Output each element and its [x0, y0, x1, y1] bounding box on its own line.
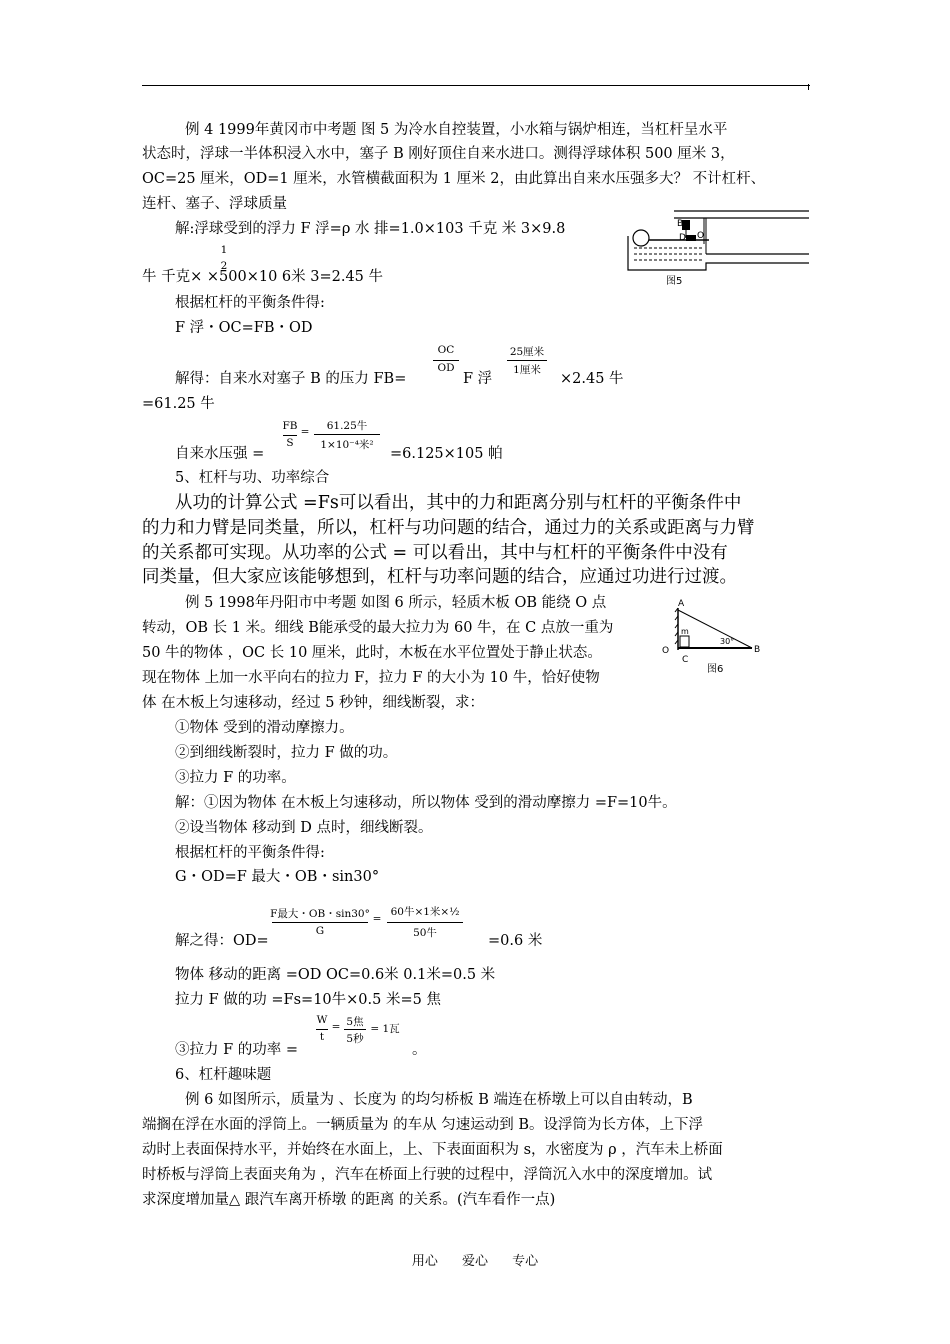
- fig6-letter-o: O: [662, 646, 670, 656]
- pw-num-1: W: [316, 1014, 328, 1026]
- frac-s: S: [286, 437, 294, 449]
- pressure-value: =6.125×105 帕: [390, 446, 503, 462]
- section-6-title: 6、杠杆趣味题: [175, 1067, 272, 1083]
- fig6-letter-b: B: [754, 645, 761, 655]
- od-solve-label: 解之得：OD=: [175, 933, 269, 949]
- fig5-letter-o: O: [697, 231, 705, 241]
- section-5-title: 5、杠杆与功、功率综合: [175, 470, 330, 486]
- ex5-solution-1: 解：①因为物体 在木板上匀速移动，所以物体 受到的滑动摩擦力 =F=10牛。: [175, 795, 677, 811]
- sec5-para-3: 的关系都可实现。从功率的公式 = 可以看出，其中与杠杆的平衡条件中没有: [142, 543, 728, 563]
- frac-6125: 61.25牛: [326, 420, 368, 432]
- frac-bar-8: [344, 1029, 366, 1030]
- power-end: 。: [412, 1042, 427, 1058]
- ex5-question-1: ①物体 受到的滑动摩擦力。: [175, 720, 354, 736]
- figure-6-diagram: [660, 598, 770, 678]
- frac-oc: OC: [437, 344, 455, 356]
- ex4-line-4: 连杆、塞子、浮球质量: [142, 196, 287, 212]
- equals-sign: =: [300, 426, 310, 438]
- fig6-letter-c: C: [682, 655, 689, 665]
- sec5-para-4: 同类量，但大家应该能够想到，杠杆与功率问题的结合，应通过功进行过渡。: [142, 567, 737, 587]
- ex5-line-1: 例 5 1998年丹阳市中考题 如图 6 所示，轻质木板 OB 能绕 O 点: [185, 595, 607, 611]
- ex4-solution-1: 解:浮球受到的浮力 F 浮=ρ 水 排=1.0×103 千克 米 3×9.8: [175, 221, 566, 237]
- stopper-b: [682, 220, 690, 230]
- fig5-letter-d: D: [679, 233, 686, 243]
- pw-den-2: 5秒: [346, 1033, 364, 1045]
- od-value: =0.6 米: [488, 933, 543, 949]
- header-rule: [142, 85, 810, 86]
- header-rule-tick: [808, 84, 809, 90]
- od-num-1: F最大・OB・sin30°: [270, 908, 370, 920]
- ex5-line-2: 转动，OB 长 1 米。细线 B能承受的最大拉力为 60 牛，在 C 点放一重为: [142, 620, 614, 636]
- frac-25cm: 25厘米: [509, 346, 545, 358]
- frac-od: OD: [437, 362, 455, 374]
- float-ball: [633, 230, 649, 246]
- ex4-line-3: OC=25 厘米，OD=1 厘米，水管横截面积为 1 厘米 2，由此算出自来水压强多大？ 不计杠杆、: [142, 171, 766, 187]
- ex5-line-5: 体 在木板上匀速移动，经过 5 秒钟，细线断裂，求：: [142, 695, 485, 711]
- half-numerator: 1: [220, 244, 228, 256]
- pressure-label: 自来水压强 =: [175, 446, 265, 462]
- sec5-para-2: 的力和力臂是同类量，所以，杠杆与功问题的结合，通过力的关系或距离与力臂: [142, 518, 755, 538]
- object-m: [680, 636, 689, 647]
- figure-5-diagram: [624, 208, 810, 290]
- ex6-line-2: 端搁在浮在水面的浮筒上。一辆质量为 的车从 匀速运动到 B。设浮筒为长方体，上下浮: [142, 1117, 703, 1133]
- fig6-label: 图6: [707, 664, 724, 675]
- frac-bar-6: [387, 922, 463, 923]
- pw-den-1: t: [319, 1031, 325, 1043]
- ex5-solution-4: G・OD=F 最大・OB・sin30°: [175, 869, 380, 885]
- ex5-work: 拉力 F 做的功 =Fs=10牛×0.5 米=5 焦: [175, 992, 441, 1008]
- ex4-equation: F 浮・OC=FB・OD: [175, 320, 313, 336]
- ex4-line-1: 例 4 1999年黄冈市中考题 图 5 为冷水自控装置，小水箱与锅炉相连，当杠杆呈水平: [185, 122, 728, 138]
- frac-bar-2: [507, 360, 547, 361]
- fig6-angle: 30°: [720, 637, 735, 646]
- ex4-line-2: 状态时，浮球一半体积浸入水中，塞子 B 刚好顶住自来水进口。测得浮球体积 500 厘米 3，: [142, 146, 735, 162]
- frac-bar-4: [314, 434, 380, 435]
- ex6-line-4: 时桥板与浮筒上表面夹角为 ，汽车在桥面上行驶的过程中，浮筒沉入水中的深度增加。试: [142, 1167, 713, 1183]
- ex5-solution-2: ②设当物体 移动到 D 点时，细线断裂。: [175, 820, 433, 836]
- fig6-letter-a: A: [678, 599, 685, 609]
- ex4-solution-2: 牛 千克× ×500×10 6米 3=2.45 牛: [142, 269, 384, 285]
- od-num-2: 60牛×1米×½: [390, 906, 460, 918]
- pw-value: = 1瓦: [370, 1023, 400, 1035]
- ex4-solve-prefix: 解得：自来水对塞子 B 的压力 FB=: [175, 371, 407, 387]
- fig6-letter-m: m: [681, 627, 689, 636]
- ex6-line-1: 例 6 如图所示，质量为 、长度为 的均匀桥板 B 端连在桥墩上可以自由转动，B: [185, 1092, 693, 1108]
- ex5-line-4: 现在物体 上加一水平向右的拉力 F，拉力 F 的大小为 10 牛，恰好使物: [142, 670, 600, 686]
- fig5-label: 图5: [666, 276, 683, 287]
- sec5-para-1: 从功的计算公式 =Fs可以看出，其中的力和距离分别与杠杆的平衡条件中: [175, 493, 742, 513]
- frac-bar-3: [283, 435, 297, 436]
- ex4-result: =61.25 牛: [142, 396, 215, 412]
- power-label: ③拉力 F 的功率 =: [175, 1042, 299, 1058]
- pw-num-2: 5焦: [346, 1016, 364, 1028]
- half-denominator: 2: [220, 260, 228, 272]
- ex6-line-5: 求深度增加量△ 跟汽车离开桥墩 的距离 的关系。(汽车看作一点): [142, 1192, 556, 1208]
- frac-fb: FB: [282, 420, 298, 432]
- ex5-question-2: ②到细线断裂时，拉力 F 做的功。: [175, 745, 398, 761]
- ex5-question-3: ③拉力 F 的功率。: [175, 770, 296, 786]
- ex6-line-3: 动时上表面保持水平，并始终在水面上，上、下表面面积为 s，水密度为 ρ ，汽车未上桥面: [142, 1142, 723, 1158]
- equals-sign-3: =: [331, 1021, 341, 1033]
- od-den-2: 50牛: [413, 927, 437, 939]
- ex5-line-3: 50 牛的物体 ，OC 长 10 厘米，此时，木板在水平位置处于静止状态。: [142, 645, 602, 661]
- equals-sign-2: =: [372, 913, 382, 925]
- od-den-1: G: [315, 925, 325, 937]
- frac-bar-7: [316, 1029, 328, 1030]
- page-footer: 用心 爱心 专心: [411, 1254, 539, 1269]
- fig5-letter-b: B: [677, 219, 684, 229]
- ex4-times: ×2.45 牛: [560, 371, 624, 387]
- frac-bar-5: [272, 922, 368, 923]
- frac-bar-1: [433, 360, 459, 361]
- frac-area: 1×10⁻⁴米²: [320, 439, 374, 451]
- ex5-distance: 物体 移动的距离 =OD OC=0.6米 0.1米=0.5 米: [175, 967, 496, 983]
- ex5-solution-3: 根据杠杆的平衡条件得:: [175, 845, 325, 861]
- ex4-f-float: F 浮: [463, 371, 493, 387]
- frac-1cm: 1厘米: [513, 364, 541, 376]
- ex4-balance-text: 根据杠杆的平衡条件得:: [175, 295, 325, 311]
